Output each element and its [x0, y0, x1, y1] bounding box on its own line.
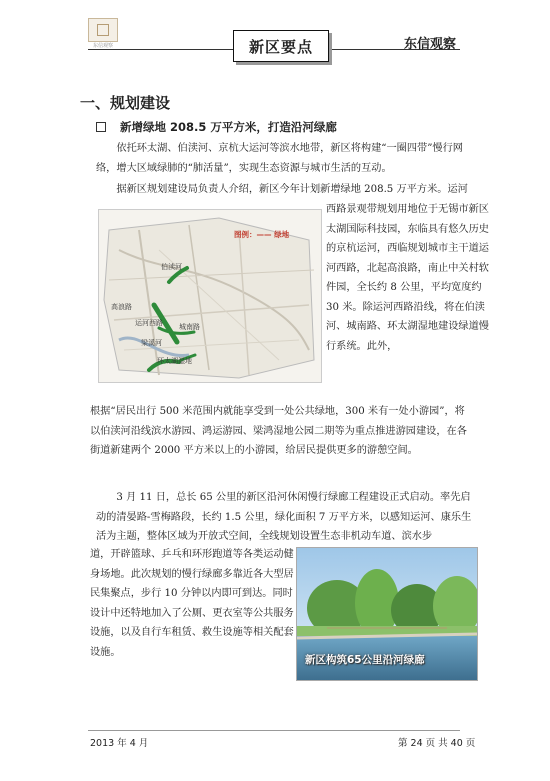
- map-label-chengnan-road: 城南路: [179, 323, 200, 331]
- paragraph-2-continued: 西路景观带规划用地位于无锡市新区太湖国际科技园，东临具有悠久历史的京杭运河，西临规划城市主干道运河西路，北起高浪路，南止中关村软件园，全长约 8 公里，平均宽度约 30 米。除运河西路沿线，将在伯渎河、城南路、环太湖湿地建设绿道慢行系统。此外，: [326, 204, 489, 352]
- photo-caption: 新区构筑65公里沿河绿廊: [305, 654, 425, 666]
- brand-name: 东信观察: [404, 37, 457, 52]
- green-belt-map: [98, 209, 322, 383]
- greenway-photo: [296, 547, 478, 681]
- paragraph-4: 3 月 11 日，总长 65 公里的新区沿河休闲慢行绿廊工程建设正式启动。率先启动的清晏路-雪梅路段，长约 1.5 公里，绿化面积 7 万平方米，以感知运河、康乐生活为主题，整体区域为开放式空间，全线规划设置生态非机动车道、滨水步: [96, 492, 472, 542]
- logo-mark-icon: [88, 18, 118, 42]
- logo-text: 东信观察: [92, 43, 113, 49]
- company-logo: [88, 18, 116, 50]
- square-bullet-icon: [96, 122, 106, 132]
- map-label-canal-west-road: 运河西路: [135, 319, 163, 327]
- paragraph-2: 据新区规划建设局负责人介绍，新区今年计划新增绿地 208.5 万平方米。运河: [116, 184, 468, 195]
- section-heading: 一、规划建设: [80, 94, 171, 112]
- footer-date: 2013 年 4 月: [90, 738, 149, 749]
- paragraph-5: 道，开辟篮球、乒乓和环形跑道等各类运动健身场地。此次规划的慢行绿廊多靠近各大型居民集聚点，步行 10 分钟以内即可到达。同时设计中还特地加入了公厕、更衣室等公共服务设施，以及自行车租赁、救生设施等相关配套设施。: [90, 549, 294, 658]
- sub-heading: 新增绿地 208.5 万平方米，打造沿河绿廊: [120, 120, 337, 134]
- map-label-taihu-wetland: 环太湖湿地: [157, 357, 192, 365]
- map-legend: 图例：—— 绿地: [234, 230, 290, 239]
- map-label-liangxi-river: 梁溪河: [141, 339, 162, 347]
- map-label-gaolang-road: 高浪路: [111, 303, 132, 311]
- paragraph-3: 根据“居民出行 500 米范围内就能享受到一处公共绿地，300 米有一处小游园”，将以伯渎河沿线滨水游园、鸿运游园、梁鸿湿地公园二期等为重点推进游园建设，在各街道新建两个 2000 平方米以上的小游园，给居民提供更多的游憩空间。: [90, 406, 467, 456]
- header-title-box: [233, 30, 329, 62]
- paragraph-1: 依托环太湖、伯渎河、京杭大运河等滨水地带，新区将构建“一圈四带”慢行网络，增大区域绿肺的“肺活量”，实现生态资源与城市生活的互动。: [96, 143, 463, 174]
- page-title: 新区要点: [248, 37, 313, 56]
- page-number: 第 24 页 共 40 页: [398, 738, 476, 749]
- map-label-bodu-river: 伯渎河: [161, 263, 182, 271]
- footer-divider: [88, 730, 460, 731]
